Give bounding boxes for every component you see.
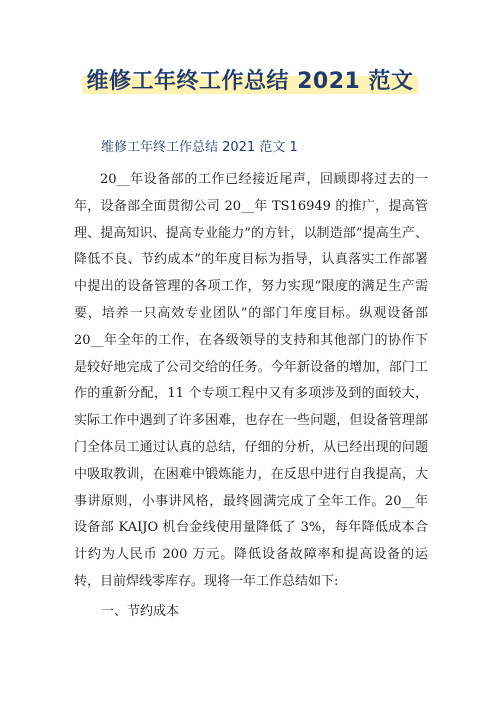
section-heading: 维修工年终工作总结 2021 范文 1 — [101, 140, 298, 155]
document-title — [0, 62, 500, 97]
body-paragraph: 20__年设备部的工作已经接近尾声，回顾即将过去的一年，设备部全面贯彻公司 20__年 TS16949 的推广，提高管理、提高知识、提高专业能力”的方针，以制造部“提高生产、降低不良、节约成本”的年度目标为指导，认真落实工作部署中提出的设备管理的各项工作，努力实现“限度的满足生产需要，培养一只高效专业团队”的部门年度目标。纵观设备部 20__年全年的工作，在各级领导的支持和其他部门的协作下是较好地完成了公司交给的任务。今年新设备的增加，部门工作的重新分配，11 个专项工程中又有多项涉及到的面较大，实际工作中遇到了许多困难，也存在一些问题，但设备管理部门全体员工通过认真的总结，仔细的分析，从已经出现的问题中吸取教训，在困难中锻炼能力，在反思中进行自我提高，大事讲原则，小事讲风格，最终圆满完成了全年工作。20__年设备部 KAIJO 机台金线使用量降低了 3%，每年降低成本合计约为人民币 200 万元。降低设备故障率和提高设备的运转，目前焊线零库存。现将一年工作总结如下: — [74, 172, 428, 589]
document-title-text: 维修工年终工作总结 2021 范文 — [82, 62, 417, 97]
subheading: 一、节约成本 — [101, 604, 180, 619]
